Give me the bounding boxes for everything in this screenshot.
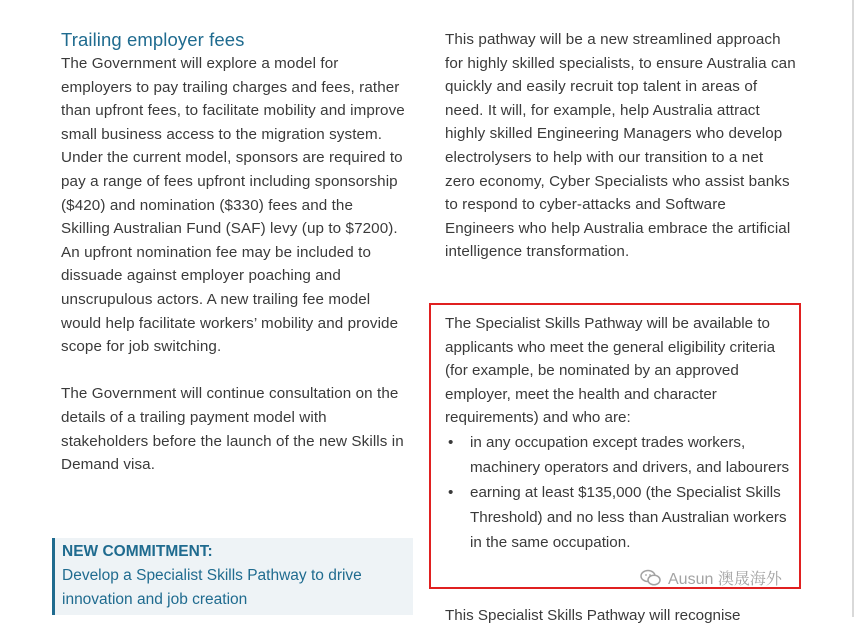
commitment-callout [52, 538, 413, 615]
left-column [61, 28, 406, 477]
list-item [445, 430, 800, 480]
bullet-icon: • [448, 483, 454, 501]
list-item-text: earning at least $135,000 (the Specialist Skills Threshold) and no less than Australian workers in the same occupation. [470, 483, 787, 551]
page-edge [852, 0, 854, 617]
highlighted-content [445, 312, 800, 555]
eligibility-list [445, 430, 800, 555]
cut-off-line: This Specialist Skills Pathway will recognise [445, 607, 741, 624]
watermark-text: Ausun 澳晟海外 [668, 571, 782, 588]
watermark [640, 566, 782, 589]
right-column [445, 28, 797, 264]
paragraph-trailing-fees: The Government will explore a model for employers to pay trailing charges and fees, rather than upfront fees, to facilitate mobility and improve small business access to the migration system. Under the current model, sponsors are required to pay a range of fees upfront including sponsorship ($420) and nomination ($330) fees and the Skilling Australian Fund (SAF) levy (up to $7200). An upfront nomination fee may be included to dissuade against employer poaching and unscrupulous actors. A new trailing fee model would help facilitate workers’ mobility and provide scope for job switching. [61, 55, 405, 356]
section-heading: Trailing employer fees [61, 29, 245, 50]
paragraph-eligibility: The Specialist Skills Pathway will be available to applicants who meet the general eligibility criteria (for example, be nominated by an approved employer, meet the health and character requirements) and who are: [445, 315, 776, 427]
paragraph-pathway: This pathway will be a new streamlined approach for highly skilled specialists, to ensure Australia can quickly and easily recruit top talent in areas of need. It will, for example, help Australia attract highly skilled Engineering Managers who develop electrolysers to help with our transition to a net zero economy, Cyber Specialists who assist banks to respond to cyber-attacks and Software Engineers who help Australia embrace the artificial intelligence transformation. [445, 31, 796, 261]
commitment-tag: NEW COMMITMENT: [62, 543, 213, 560]
list-item-text: in any occupation except trades workers, machinery operators and drivers, and labourers [470, 433, 790, 476]
list-item [445, 480, 800, 555]
commitment-text: Develop a Specialist Skills Pathway to drive innovation and job creation [62, 567, 362, 608]
bullet-icon: • [448, 433, 454, 451]
wechat-icon [640, 569, 662, 587]
paragraph-consultation: The Government will continue consultation on the details of a trailing payment model with stakeholders before the launch of the new Skills in Demand visa. [61, 385, 404, 474]
